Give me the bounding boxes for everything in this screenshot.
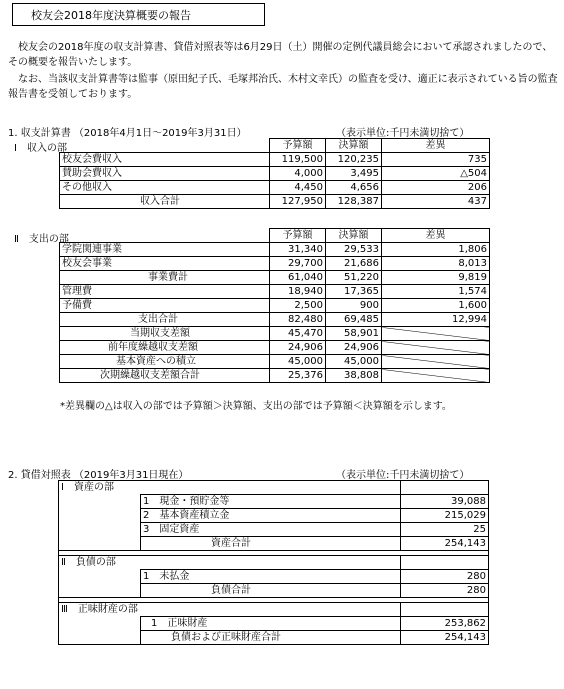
income-section-label: Ⅰ 収入の部: [14, 143, 67, 154]
table-row: [60, 327, 490, 341]
balance-sheet-heading: 2. 貸借対照表 （2019年3月31日現在）: [8, 470, 189, 481]
expense-table: [59, 228, 490, 383]
expense-row-budget: 2,500: [270, 299, 326, 313]
expense-row-budget: 45,000: [270, 355, 326, 369]
asset-item-name: 2 基本資産積立金: [141, 509, 401, 523]
income-header-budget: 予算額: [270, 139, 326, 153]
equity-total-name: 負債および正味財産合計: [141, 631, 401, 645]
income-total-actual: 128,387: [326, 195, 382, 209]
expense-row-actual: 24,906: [326, 341, 382, 355]
asset-item-value: 25: [401, 523, 489, 537]
income-row-name: 校友会費収入: [60, 153, 270, 167]
table-row: [60, 313, 490, 327]
table-row: [60, 167, 490, 181]
assets-section-label: Ⅰ 資産の部: [59, 481, 401, 495]
liabilities-total-value: 280: [401, 584, 489, 598]
expense-row-name: 支出合計: [60, 313, 270, 327]
intro-paragraph-1: 校友会の2018年度の収支計算書、貸借対照表等は6月29日（土）開催の定例代議員総会において承認されましたので、その概要を報告いたします。: [8, 42, 553, 68]
expense-row-name: 管理費: [60, 285, 270, 299]
income-row-budget: 4,450: [270, 181, 326, 195]
expense-row-budget: 31,340: [270, 243, 326, 257]
income-row-budget: 119,500: [270, 153, 326, 167]
table-row: [59, 537, 489, 551]
expense-row-budget: 61,040: [270, 271, 326, 285]
table-row: [59, 495, 489, 509]
expense-row-actual: 29,533: [326, 243, 382, 257]
balance-sheet-table: [58, 480, 489, 645]
expense-row-actual: 58,901: [326, 327, 382, 341]
expense-row-diff-empty: [382, 369, 490, 383]
expense-row-diff-empty: [382, 341, 490, 355]
income-total-name: 収入合計: [60, 195, 270, 209]
expense-row-name: 校友会事業: [60, 257, 270, 271]
table-row: [60, 195, 490, 209]
expense-row-budget: 25,376: [270, 369, 326, 383]
expense-header-budget: 予算額: [270, 229, 326, 243]
asset-item-name: 1 現金・預貯金等: [141, 495, 401, 509]
expense-row-name: 予備費: [60, 299, 270, 313]
income-row-name: その他収入: [60, 181, 270, 195]
income-table: [59, 138, 490, 209]
income-total-diff: 437: [382, 195, 490, 209]
income-header-actual: 決算額: [326, 139, 382, 153]
income-statement-heading: 1. 収支計算書 （2018年4月1日～2019年3月31日）: [8, 128, 247, 139]
asset-item-name: 3 固定資産: [141, 523, 401, 537]
expense-row-name: 事業費計: [60, 271, 270, 285]
income-row-actual: 4,656: [326, 181, 382, 195]
expense-row-diff-empty: [382, 355, 490, 369]
balance-sheet-unit: （表示単位:千円未満切捨て）: [336, 470, 470, 481]
expense-row-actual: 21,686: [326, 257, 382, 271]
income-row-actual: 3,495: [326, 167, 382, 181]
table-row: [59, 523, 489, 537]
table-row: [60, 153, 490, 167]
expense-row-name: 基本資産への積立: [60, 355, 270, 369]
expense-row-diff: 1,574: [382, 285, 490, 299]
income-statement-unit: （表示単位:千円未満切捨て）: [336, 128, 470, 139]
assets-total-value: 254,143: [401, 537, 489, 551]
income-row-actual: 120,235: [326, 153, 382, 167]
expense-row-actual: 17,365: [326, 285, 382, 299]
expense-row-diff: 12,994: [382, 313, 490, 327]
difference-note: *差異欄の△は収入の部では予算額＞決算額、支出の部では予算額＜決算額を示します。: [60, 401, 452, 412]
expense-row-actual: 69,485: [326, 313, 382, 327]
expense-row-name: 前年度繰越収支差額: [60, 341, 270, 355]
table-row: [59, 631, 489, 645]
income-header-diff: 差異: [382, 139, 490, 153]
expense-row-budget: 18,940: [270, 285, 326, 299]
expense-row-budget: 82,480: [270, 313, 326, 327]
liabilities-total-name: 負債合計: [141, 584, 401, 598]
expense-row-name: 学院関連事業: [60, 243, 270, 257]
expense-row-actual: 900: [326, 299, 382, 313]
table-row: [60, 285, 490, 299]
asset-item-value: 215,029: [401, 509, 489, 523]
income-row-diff: 735: [382, 153, 490, 167]
expense-row-budget: 24,906: [270, 341, 326, 355]
expense-row-diff: 1,600: [382, 299, 490, 313]
table-row: [60, 271, 490, 285]
income-row-budget: 4,000: [270, 167, 326, 181]
liability-item-value: 280: [401, 570, 489, 584]
table-row: [60, 369, 490, 383]
table-row: [60, 341, 490, 355]
liability-item-name: 1 未払金: [141, 570, 401, 584]
expense-row-diff-empty: [382, 327, 490, 341]
equity-item-value: 253,862: [401, 617, 489, 631]
table-row: [59, 584, 489, 598]
expense-row-actual: 38,808: [326, 369, 382, 383]
page-title: 校友会2018年度決算概要の報告: [12, 3, 265, 26]
table-row: [60, 181, 490, 195]
expense-section-label: Ⅱ 支出の部: [14, 234, 69, 245]
income-total-budget: 127,950: [270, 195, 326, 209]
income-row-diff: 206: [382, 181, 490, 195]
expense-row-diff: 9,819: [382, 271, 490, 285]
intro-paragraph-2: なお、当該収支計算書等は監事（原田紀子氏、毛塚邦治氏、木村文幸氏）の監査を受け、適正に表示されている旨の監査報告書を受領しております。: [8, 74, 558, 100]
assets-total-name: 資産合計: [141, 537, 401, 551]
liabilities-section-label: Ⅱ 負債の部: [59, 556, 401, 570]
expense-row-actual: 51,220: [326, 271, 382, 285]
expense-header-diff: 差異: [382, 229, 490, 243]
expense-row-actual: 45,000: [326, 355, 382, 369]
income-row-name: 賛助会費収入: [60, 167, 270, 181]
expense-row-name: 次期繰越収支差額合計: [60, 369, 270, 383]
table-row: [59, 509, 489, 523]
equity-item-name: 1 正味財産: [141, 617, 401, 631]
table-row: [60, 257, 490, 271]
table-row: [60, 243, 490, 257]
expense-row-diff: 1,806: [382, 243, 490, 257]
table-row: [59, 617, 489, 631]
table-row: [59, 570, 489, 584]
table-row: [60, 355, 490, 369]
expense-row-budget: 29,700: [270, 257, 326, 271]
expense-row-budget: 45,470: [270, 327, 326, 341]
equity-section-label: Ⅲ 正味財産の部: [59, 603, 401, 617]
income-row-diff: △504: [382, 167, 490, 181]
table-row: [60, 299, 490, 313]
equity-total-value: 254,143: [401, 631, 489, 645]
expense-header-actual: 決算額: [326, 229, 382, 243]
asset-item-value: 39,088: [401, 495, 489, 509]
expense-row-name: 当期収支差額: [60, 327, 270, 341]
expense-row-diff: 8,013: [382, 257, 490, 271]
